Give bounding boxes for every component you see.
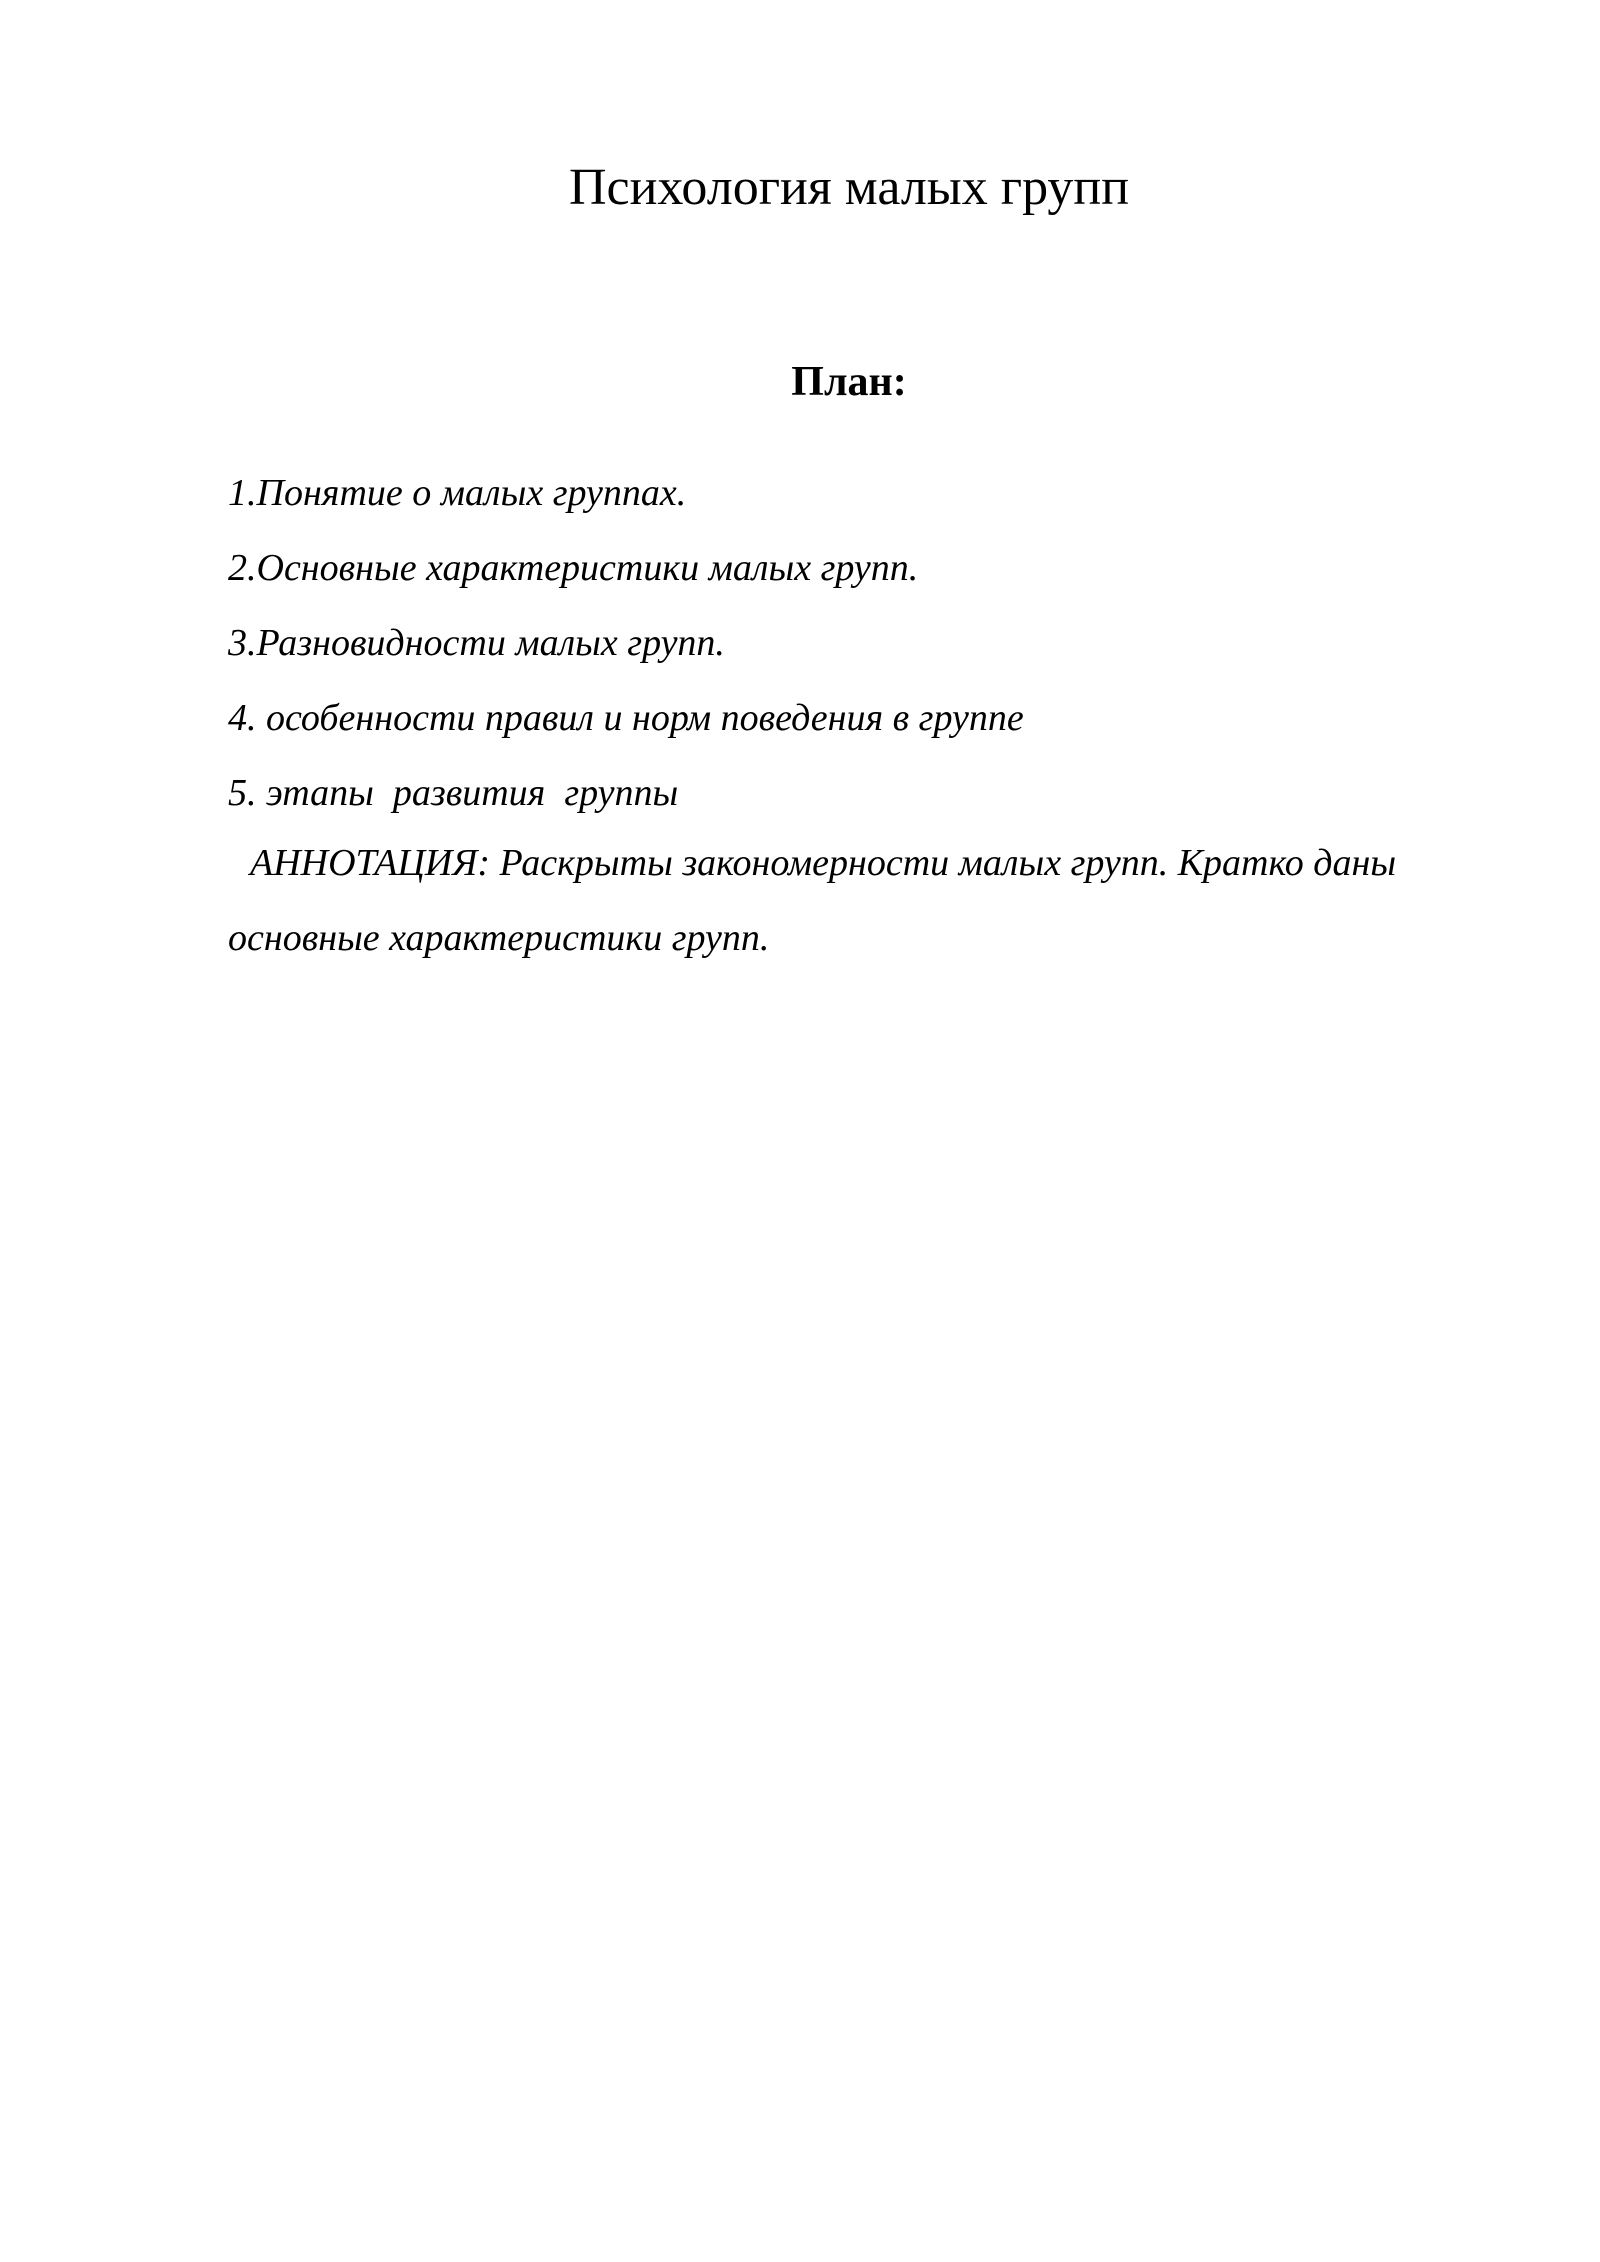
plan-item-2: 2.Основные характеристики малых групп. <box>228 547 919 589</box>
plan-heading: План: <box>791 359 907 405</box>
plan-item-5: 5. этапы развития группы <box>228 772 679 814</box>
plan-item-1: 1.Понятие о малых группах. <box>228 472 687 514</box>
plan-item-3: 3.Разновидности малых групп. <box>228 622 725 664</box>
plan-list <box>228 456 1478 831</box>
plan-item-4: 4. особенности правил и норм поведения в группе <box>228 697 1024 739</box>
annotation-paragraph: АННОТАЦИЯ: Раскрыты закономерности малых групп. Кратко даны основные характеристики групп. <box>228 842 1397 959</box>
document-title: Психология малых групп <box>568 159 1130 216</box>
